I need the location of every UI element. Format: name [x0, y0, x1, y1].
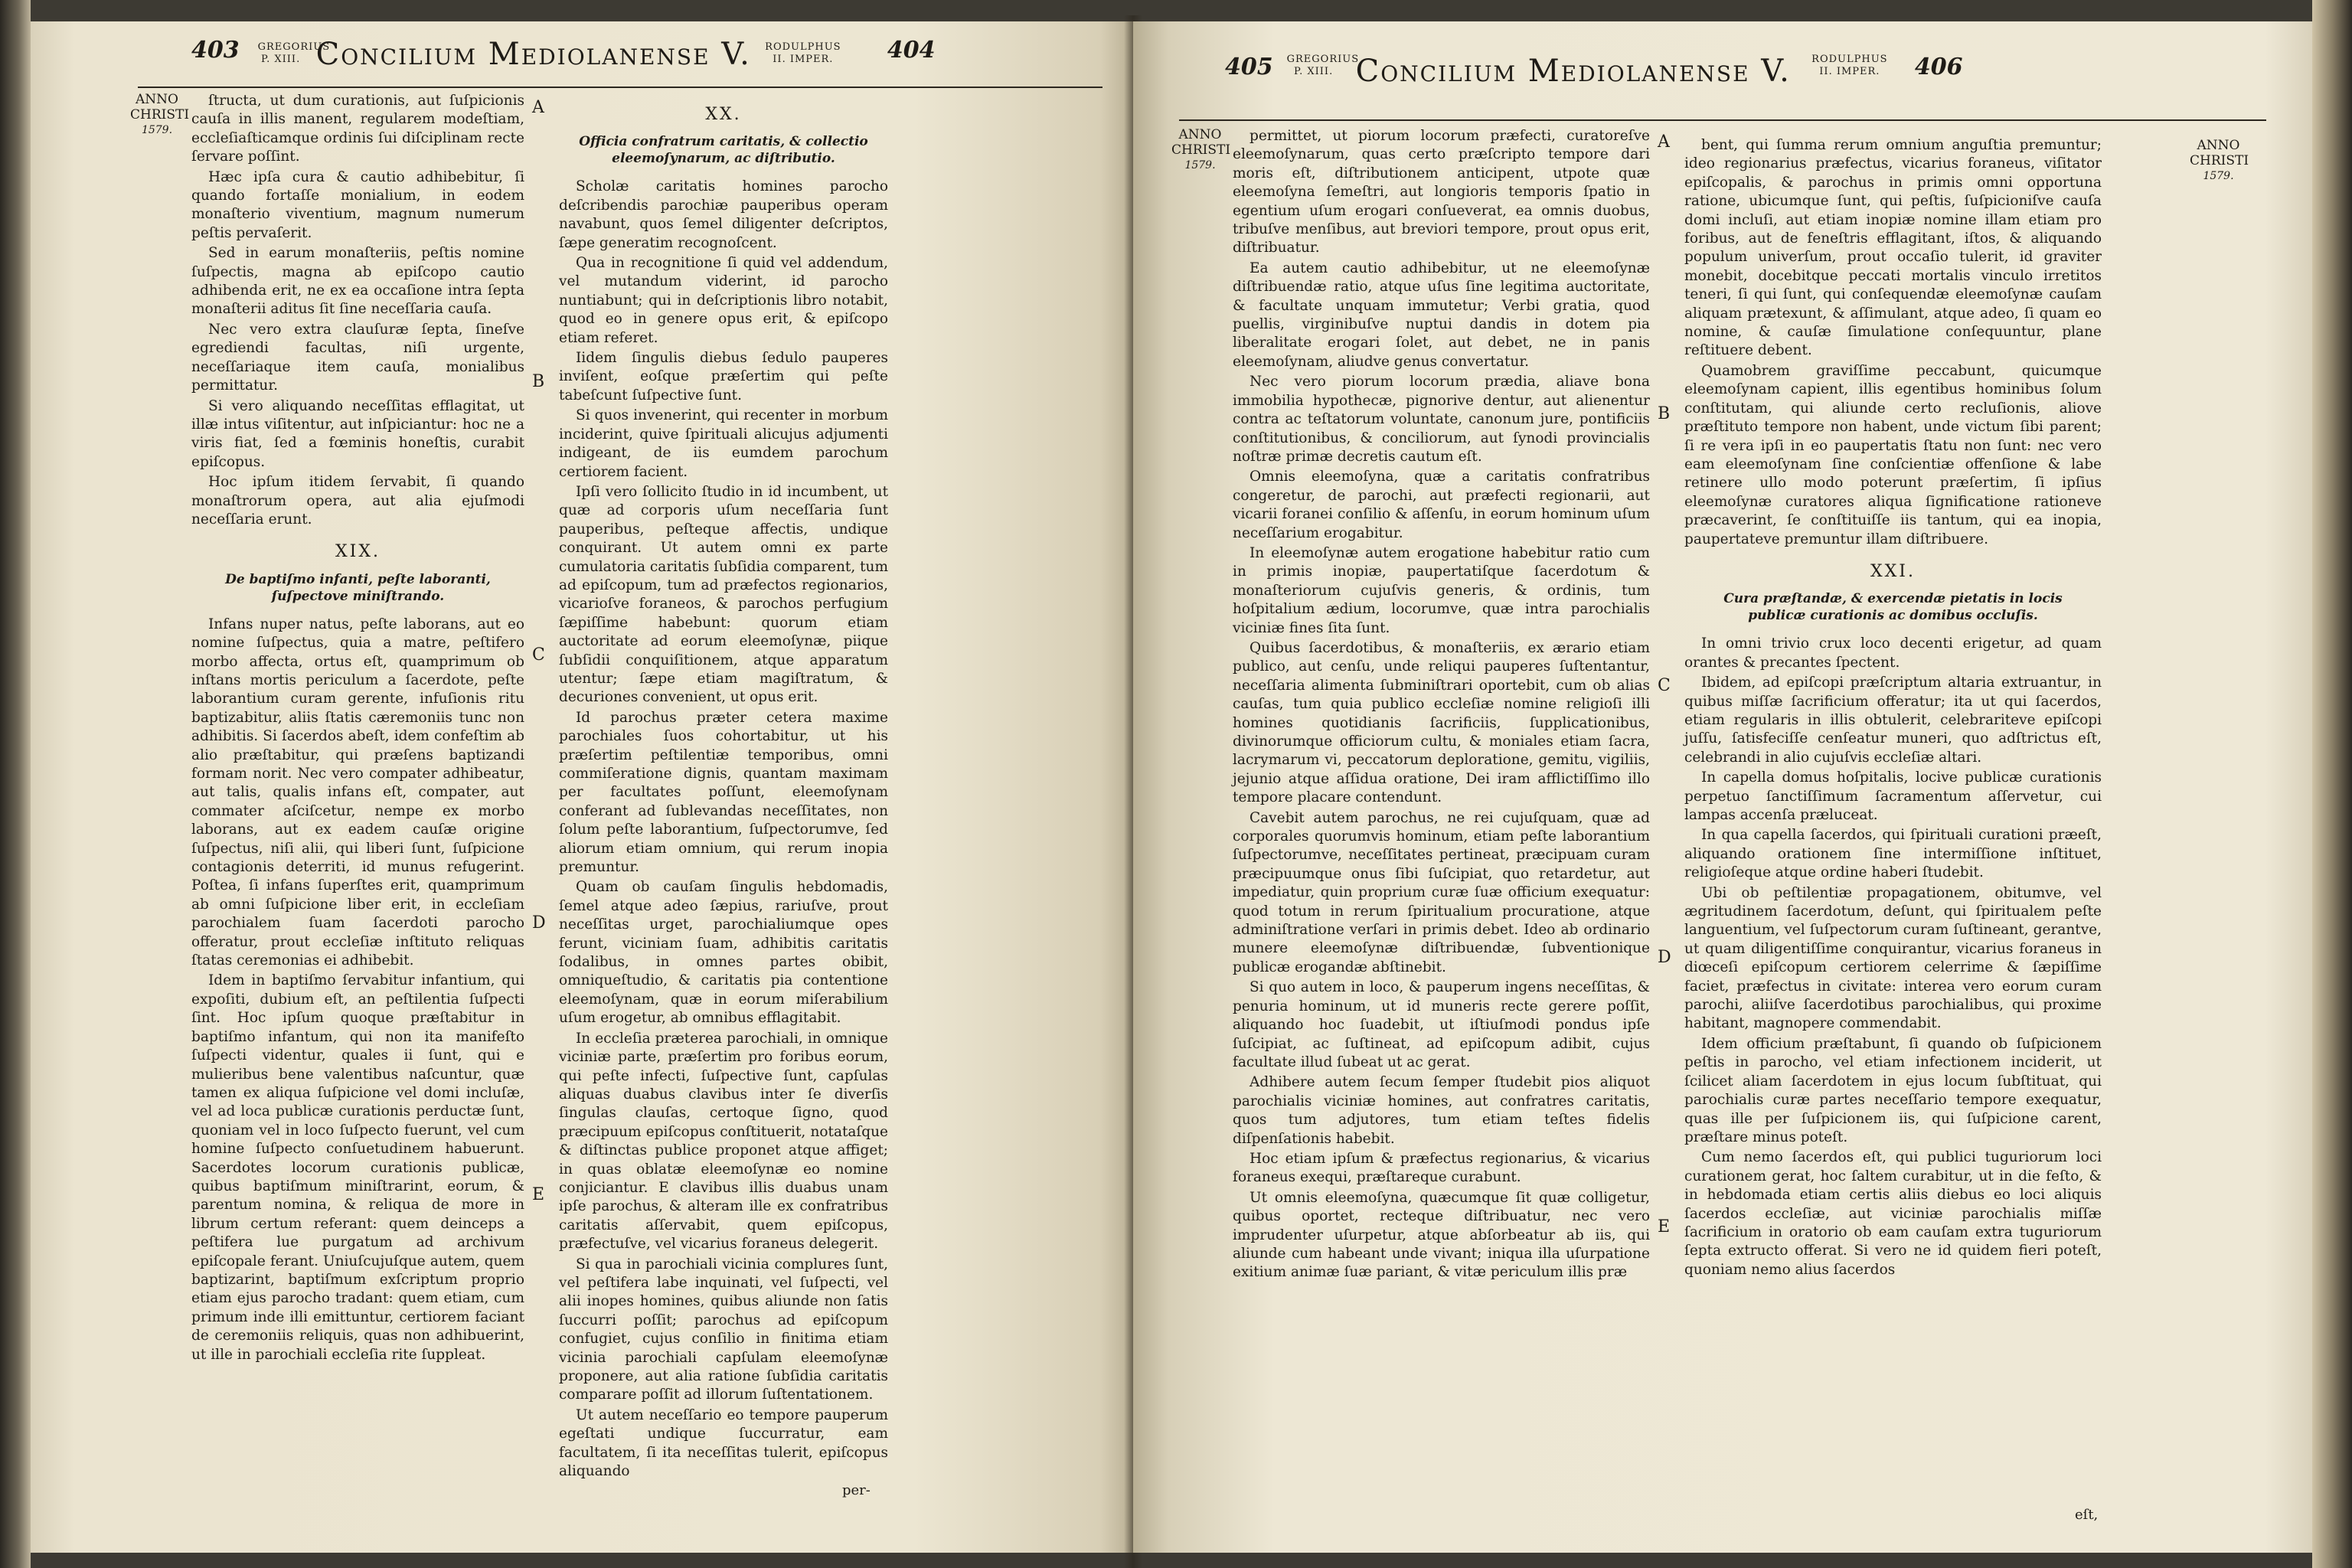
- running-head-pope: GREGORIUS P. XIII.: [257, 41, 331, 65]
- section-title: Officia confratrum caritatis, & collectio eleemoſynarum, ac diſtributio.: [579, 134, 868, 167]
- paragraph: Scholæ caritatis homines parocho deſcribendis parochiæ pauperibus operam navabunt, quos ſemel diligenter deſcriptos, ſæpe generatim recognoſcent.: [559, 178, 888, 251]
- paragraph: Ut omnis eleemoſyna, quæcumque ſit quæ colligetur, quibus oportet, recteque diſtribuatur, nec vero imprudenter uſurpetur, atque abſorbeatur ab iis, qui aliunde cum habeant unde vivant; iniqua illa uſurpatione exitium animæ ſuæ pariant, & vitæ periculum illis præ: [1233, 1189, 1650, 1281]
- paragraph: Cum nemo ſacerdos eſt, qui publici tuguriorum loci curationem gerat, hoc ſaltem curabitur, ut in die feſto, & in hebdomada etiam certis aliis diebus eo loci aliquis ſacerdos eccleſiæ, aut viciniæ parochialis miſſæ ſacrificium in oratorio ob eam cauſam extra tuguriorum ſepta extructo offerat. Si vero ne id quidem fieri poteſt, quoniam nemo alius ſacerdos: [1684, 1149, 2102, 1278]
- running-head-emperor: RODULPHUS II. IMPER.: [765, 41, 841, 65]
- column-letter: D: [532, 913, 546, 933]
- paragraph: Si quo autem in loco, & pauperum ingens neceſſitas, & penuria hominum, ut id muneris recte gerere poſſit, aliquando hoc ſuadebit, ut iſtiuſmodi pondus ipſe ſuſcipiat, ac ſuſtineat, ad epiſcopum adibit, cujus facultate illud ſubeat ut ac gerat.: [1233, 979, 1650, 1070]
- paragraph: Ea autem cautio adhibebitur, ut ne eleemoſynæ diſtribuendæ ratio, atque uſus ſine legitima auctoritate, & facultate unquam immutetur; Verbi gratia, quod puellis, virginibuſve nuptui dandis in dotem pia liberalitate erogari ſolet, aut debet, ne in panis eleemoſynam, aliudve genus convertatur.: [1233, 260, 1650, 370]
- paragraph: Ubi ob peſtilentiæ propagationem, obitumve, vel ægritudinem ſacerdotum, deſunt, qui ſpiritualem peſte languentium, vel ſuſpectorum curam ſuſtineant, gerantve, ut quam diligentiſſime conquirantur, vicarius foraneus in diœceſi epiſcopum certiorem celerrime & ſæpiſſime faciet, præfectus in civitate: interea vero eorum curam parochi, aliiſve ſacerdotibus parochialibus, qui proxime habitant, magnopere commendabit.: [1684, 884, 2102, 1032]
- paragraph: Si vero aliquando neceſſitas efflagitat, ut illæ intus viſitentur, aut inſpiciantur: hoc ne a viris fiat, ſed a fœminis honeſtis, curabit epiſcopus.: [191, 397, 524, 470]
- column-letter: A: [1658, 132, 1670, 152]
- right-page: [1133, 21, 2312, 1553]
- paragraph: Si qua in parochiali vicinia complures ſunt, vel peſtifera labe inquinati, vel ſuſpecti, vel alii inopes homines, quibus aliunde non ſatis ſuccurri poſſit; parochus ad epiſcopum confugiet, cujus conſilio in finitima etiam vicinia parochiali capſulam eleemoſynæ proponere, aut alia ratione ſubſidia caritatis comparare poſſit ad illorum ſuſtentationem.: [559, 1256, 888, 1403]
- catchword: per-: [842, 1482, 871, 1498]
- paragraph: In capella domus hoſpitalis, locive publicæ curationis perpetuo ſanctiſſimum ſacramentum aſſervetur, cui lampas accenſa præluceat.: [1684, 769, 2102, 823]
- right-page-header: [1225, 37, 2282, 92]
- running-head-emperor: RODULPHUS II. IMPER.: [1811, 54, 1888, 77]
- paragraph: Quibus ſacerdotibus, & monaſteriis, ex ærario etiam publico, aut cenſu, unde reliqui pauperes ſuſtentantur, neceſſaria alimenta ſubminiſtrari oportebit, cum ob alias cauſas, tum quia publico eccleſiæ nomine religioſi illi homines quotidianis ſacrificiis, ſupplicationibus, divinorumque officiorum cultu, & moniales etiam ſacra, lacrymarum vi, peccatorum deploratione, gemitu, vigiliis, jejunio atque aſſidua oratione, Dei iram afflictiſſimo illo tempore placare contendunt.: [1233, 639, 1650, 806]
- paragraph: Omnis eleemoſyna, quæ a caritatis confratribus congeretur, de parochi, aut præfecti regionarii, aut vicarii foranei conſilio & aſſenſu, in eorum hominum uſum neceſſarium erogabitur.: [1233, 469, 1650, 541]
- paragraph: ſtructa, ut dum curationis, aut ſuſpicionis cauſa in illis manent, regularem modeſtiam, eccleſiaſticamque ordinis ſui diſciplinam recte ſervare poſſint.: [191, 93, 524, 165]
- catchword: eſt,: [2075, 1507, 2099, 1523]
- left-page: [31, 21, 1133, 1553]
- section-title: De baptiſmo infanti, peſte laboranti, ſuſpectove miniſtrando.: [225, 571, 491, 604]
- column-letter: B: [1658, 404, 1671, 423]
- paragraph: In eccleſia præterea parochiali, in omnique viciniæ parte, præſertim pro foribus eorum, qui peſte infecti, ſuſpective ſunt, capſulas aliquas duabus clavibus inter ſe diverſis ſingulas clauſas, certoque ſigno, quod præcipuum epiſcopus conſtituerit, notataſque & diſtinctas publice proponet atque affiget; in quas oblatæ eleemoſynæ eo nomine conjiciantur. E clavibus illis duabus unam ipſe parochus, & alteram ille ex confratribus caritatis aſſervabit, quem epiſcopus, præfectuſve, vel vicarius foraneus delegerit.: [559, 1030, 888, 1253]
- column-letter: D: [1658, 948, 1671, 967]
- paragraph: Hæc ipſa cura & cautio adhibebitur, ſi quando fortaſſe monialium, in eodem monaſterio viventium, magnum numerum peſtis pervaſerit.: [191, 168, 524, 241]
- column-letter: C: [1658, 676, 1671, 695]
- header-rule: [138, 87, 1102, 88]
- paragraph: Id parochus præter cetera maxime parochiales ſuos cohortabitur, ut his præſertim peſtilentiæ temporibus, omni commiſeratione dignis, quantam maximam per facultates poſſunt, eleemoſynam conferant ad ſublevandas neceſſitates, non ſolum peſte laborantium, ſuſpectorumve, ſed aliorum etiam omnium, qui rerum inopia premuntur.: [559, 709, 888, 876]
- book-edge-right: [2312, 0, 2352, 1568]
- paragraph: Si quos invenerint, qui recenter in morbum inciderint, quive ſpirituali alicujus adjumenti indigeant, de iis eumdem parochum certiorem facient.: [559, 407, 888, 480]
- column-letter: E: [532, 1185, 545, 1204]
- section-title: Cura præſtandæ, & exercendæ pietatis in locis publicæ curationis ac domibus occluſis.: [1723, 591, 2063, 624]
- section-number: XIX.: [335, 542, 381, 562]
- paragraph: Nec vero extra clauſuræ ſepta, ſineſve egrediendi facultas, niſi urgente, neceſſariaque item cauſa, monialibus permittatur.: [191, 321, 524, 394]
- running-head-title: Concilium Mediolanense V.: [315, 37, 751, 72]
- paragraph: Idem in baptiſmo ſervabitur infantium, qui expoſiti, dubium eſt, an peſtilentia ſuſpecti ſint. Hoc ipſum quoque præſtabitur in baptiſmo infantum, qui non ita manifeſto ſuſpecti videntur, quales ii ſunt, qui e mulieribus bene valentibus naſcuntur, quæ tamen ex aliqua ſuſpicione vel domi incluſæ, vel ad loca publicæ curationis perductæ ſunt, quoniam vel in loco ſuſpecto fuerunt, vel cum homine ſuſpecto conſuetudinem habuerunt. Sacerdotes locorum curationis publicæ, quibus baptiſmum miniſtrarint, eorum, & parentum nomina, & reliqua de more in librum certum referant: quem deinceps a peſtifera lue purgatum ad archivum epiſcopale ferant. Uniuſcujuſque autem, quem baptizarint, baptiſmum exſcriptum proprio etiam ejus parocho tradant: quem etiam, cum primum inde illi emittuntur, certiorem faciant de ceremoniis reliquis, quas non adhibuerint, ut ille in parochiali eccleſia rite ſuppleat.: [191, 972, 524, 1363]
- paragraph: Quamobrem graviſſime peccabunt, quicumque eleemoſynam capient, illis egentibus hominibus ſolum conſtitutam, qui aliunde certo recluſionis, aliove præſtituto tempore non habent, unde victum ſibi parent; ſi re vera ipſi in eo paupertatis ſtatu non ſunt: nec vero eam eleemoſynam ſine conſcientiæ offenſione & labe retinere ullo modo poterunt præſertim, ſi ipſius eleemoſynæ curatores aliqua ſignificatione rationeve præcaverint, ſe conſtituiſſe iis tantum, qui ea inopia, paupertateve premuntur illam diſtribuere.: [1684, 362, 2102, 547]
- book-edge-left: [0, 0, 31, 1568]
- paragraph: Iidem ſingulis diebus ſedulo pauperes inviſent, eoſque præſertim qui peſte tabeſcunt ſuſpective ſunt.: [559, 350, 888, 403]
- paragraph: In eleemoſynæ autem erogatione habebitur ratio cum in primis inopiæ, paupertatiſque ſacerdotum & monaſteriorum cujuſvis generis, & ordinis, tum hoſpitalium ædium, locorumve, quæ intra parochialis viciniæ fines ſita ſunt.: [1233, 544, 1650, 636]
- page-number: 404: [887, 37, 936, 64]
- paragraph: In qua capella ſacerdos, qui ſpirituali curationi præeſt, aliquando orationem ſine intermiſſione inſtituet, religioſeque atque ordine haberi ſtudebit.: [1684, 827, 2102, 881]
- paragraph: bent, qui ſumma rerum omnium anguſtia premuntur; ideo regionarius præfectus, vicarius foraneus, viſitator epiſcopalis, & parochus in primis omni opportuna ratione, ubicumque ſunt, qui peſtis, ſuſpicioniſve cauſa domi incluſi, aut etiam inopiæ nomine illam etiam pro foribus, aut de feneſtris efflagitant, iſtos, & aliquando populum univerſum, prout occaſio tulerit, id graviter monebit, docebitque peccati mortalis vinculo irretitos teneri, ſi qui ſunt, qui conſequendæ eleemoſynæ cauſam aliquam prætexunt, & aſſimulant, atque adeo, ſi quam eo nomine, & cauſæ ſimulatione conſequuntur, plane reſtituere debent.: [1684, 137, 2102, 359]
- page-number: 405: [1225, 54, 1273, 80]
- margin-year: ANNO CHRISTI 1579.: [1171, 127, 1231, 172]
- margin-year: ANNO CHRISTI 1579.: [130, 92, 190, 136]
- section-number: XX.: [705, 105, 742, 124]
- running-head-pope: GREGORIUS P. XIII.: [1286, 54, 1360, 77]
- paragraph: Ut autem neceſſario eo tempore pauperum egeſtati undique ſuccurratur, eam facultatem, ſi ita neceſſitas tulerit, epiſcopus aliquando: [559, 1406, 888, 1480]
- paragraph: Adhibere autem ſecum ſemper ſtudebit pios aliquot parochialis viciniæ homines, aut confratres caritatis, quos tum adjutores, tum etiam teſtes fidelis diſpenſationis habebit.: [1233, 1074, 1650, 1147]
- paragraph: Ibidem, ad epiſcopi præſcriptum altaria extruantur, in quibus miſſæ ſacrificium offeratur; ita ut qui ſacerdos, etiam regularis in illis obtulerit, celebrariteve epiſcopi juſſu, ſatisfeciſſe cenſeatur muneri, quo adſtrictus eſt, celebrandi in alio cujuſvis eccleſiæ altari.: [1684, 675, 2102, 766]
- paragraph: Quam ob cauſam ſingulis hebdomadis, ſemel atque adeo ſæpius, rariuſve, prout neceſſitas urget, parochialiumque opes ferunt, viciniam ſuam, adhibitis caritatis ſodalibus, in omnes partes obibit, omniqueſtudio, & caritatis pia contentione eleemoſynam, quæ in eorum miſerabilium uſum erogetur, ab omnibus efflagitabit.: [559, 879, 888, 1027]
- column-letter: A: [532, 98, 544, 117]
- left-column-2: [559, 92, 888, 1482]
- paragraph: Cavebit autem parochus, ne rei cujuſquam, quæ ad corporales quorumvis hominum, etiam peſte laborantium ſuſpectorumve, neceſſitates pertineat, præcipuam curam præcipuumque onus ſibi ſuſcipiat, quo retardetur, aut impediatur, quin proprium curæ ſuæ officium exequatur: quod totum in rerum ſpiritualium procuratione, atque adminiſtratione verſari in primis debet. Ideo ab ordinario munere eleemoſynæ diſtribuendæ, ſubventionique publicæ erogandæ abſtinebit.: [1233, 809, 1650, 975]
- paragraph: Infans nuper natus, peſte laborans, aut eo nomine ſuſpectus, quia a matre, peſtifero morbo affecta, ortus eſt, quamprimum ob inſtans mortis periculum a ſacerdote, peſte laborantium curam gerente, infuſionis ritu baptizabitur, aliis ſtatis cæremoniis tunc non adhibitis. Si ſacerdos abeſt, idem confeſtim ab alio præſtabitur, qui præſens baptizandi formam norit. Nec vero compater adhibeatur, aut talis, qualis infans eſt, compater, aut commater aſciſcetur, nempe ex morbo laborans, aut ex eadem cauſæ origine ſuſpectus, niſi alii, qui liberi ſunt, ſuſpicione contagionis deterriti, id munus refugerint. Poſtea, ſi infans ſuperſtes erit, quamprimum ab omni ſuſpicione liber erit, in eccleſiam parochialem ſuam ſacerdoti parocho offeratur, prout eccleſiæ inſtituto reliquas ſtatas ceremonias ei adhibebit.: [191, 616, 524, 969]
- paragraph: Hoc ipſum itidem ſervabit, ſi quando monaſtrorum opera, aut alia ejuſmodi neceſſaria erunt.: [191, 474, 524, 528]
- paragraph: Ipſi vero ſollicito ſtudio in id incumbent, ut quæ ad corporis uſum neceſſaria ſunt pauperibus, peſteque affectis, undique conquirant. Ut autem omni ex parte cumulatoria caritatis ſubſidia comparent, tum ad epiſcopum, tum ad præfectos regionarios, vicarioſve foraneos, & parochos perfugium ſæpiſſime habebunt: quorum etiam auctoritate ad eorum eleemoſynæ, piique ſubſidii conquiſitionem, atque apparatum utentur; ſæpe etiam magiſtratum, & decuriones convenient, ut opus erit.: [559, 483, 889, 706]
- paragraph: Idem officium præſtabunt, ſi quando ob ſuſpicionem peſtis in parocho, vel etiam infectionem inciderit, ut ſcilicet aliam ſacerdotem in ejus locum ſubſtituat, qui parochialis curæ partes neceſſario tempore exequatur, quas ille per ſuſpicionem iis, qui ſuſpicione carent, præſtare minus poteſt.: [1684, 1035, 2102, 1145]
- left-page-header: [191, 37, 1133, 92]
- paragraph: In omni trivio crux loco decenti erigetur, ad quam orantes & precantes ſpectent.: [1684, 635, 2102, 671]
- column-letter: B: [532, 372, 545, 391]
- right-column-2: [1684, 136, 2102, 1281]
- paragraph: Hoc etiam ipſum & præfectus regionarius, & vicarius foraneus exequi, præſtareque curabunt.: [1233, 1150, 1650, 1186]
- paragraph: Nec vero piorum locorum prædia, aliave bona immobilia hypothecæ, pignorive dentur, aut alienentur contra ac teſtatorum voluntate, canonum jure, pontificiis conſtitutionibus, & conciliorum, aut ſynodi provincialis noſtræ primæ decretis cautum eſt.: [1233, 374, 1650, 465]
- header-rule: [1179, 119, 2266, 121]
- column-letter: E: [1658, 1217, 1671, 1236]
- page-number: 403: [191, 37, 240, 64]
- left-column-1: [191, 92, 524, 1366]
- margin-year: ANNO CHRISTI 1579.: [2190, 138, 2249, 182]
- right-column-1: [1233, 127, 1650, 1284]
- page-number: 406: [1914, 54, 1963, 80]
- column-letter: C: [532, 645, 545, 665]
- paragraph: permittet, ut piorum locorum præfecti, curatoreſve eleemoſynarum, quas certo præſcripto tempore dari moris eſt, diſtributionem anticipent, utpote quæ eleemoſyna ſemeſtri, aut longioris temporis ſpatio in egentium uſum erogari conſueverat, ea omnis duobus, tribuſve menſibus, aut breviori tempore, prout opus erit, diſtribuatur.: [1233, 128, 1650, 256]
- paragraph: Sed in earum monaſteriis, peſtis nomine ſuſpectis, magna ab epiſcopo cautio adhibenda erit, ne ex ea occaſione intra ſepta monaſterii aditus ſit ſine neceſſaria cauſa.: [191, 245, 524, 318]
- section-number: XXI.: [1870, 561, 1916, 581]
- running-head-title: Concilium Mediolanense V.: [1355, 54, 1791, 89]
- paragraph: Qua in recognitione ſi quid vel addendum, vel mutandum viderint, id parocho nuntiabunt; qui in deſcriptionis libro notabit, quod eo in genere opus erit, & epiſcopo etiam referet.: [559, 255, 888, 346]
